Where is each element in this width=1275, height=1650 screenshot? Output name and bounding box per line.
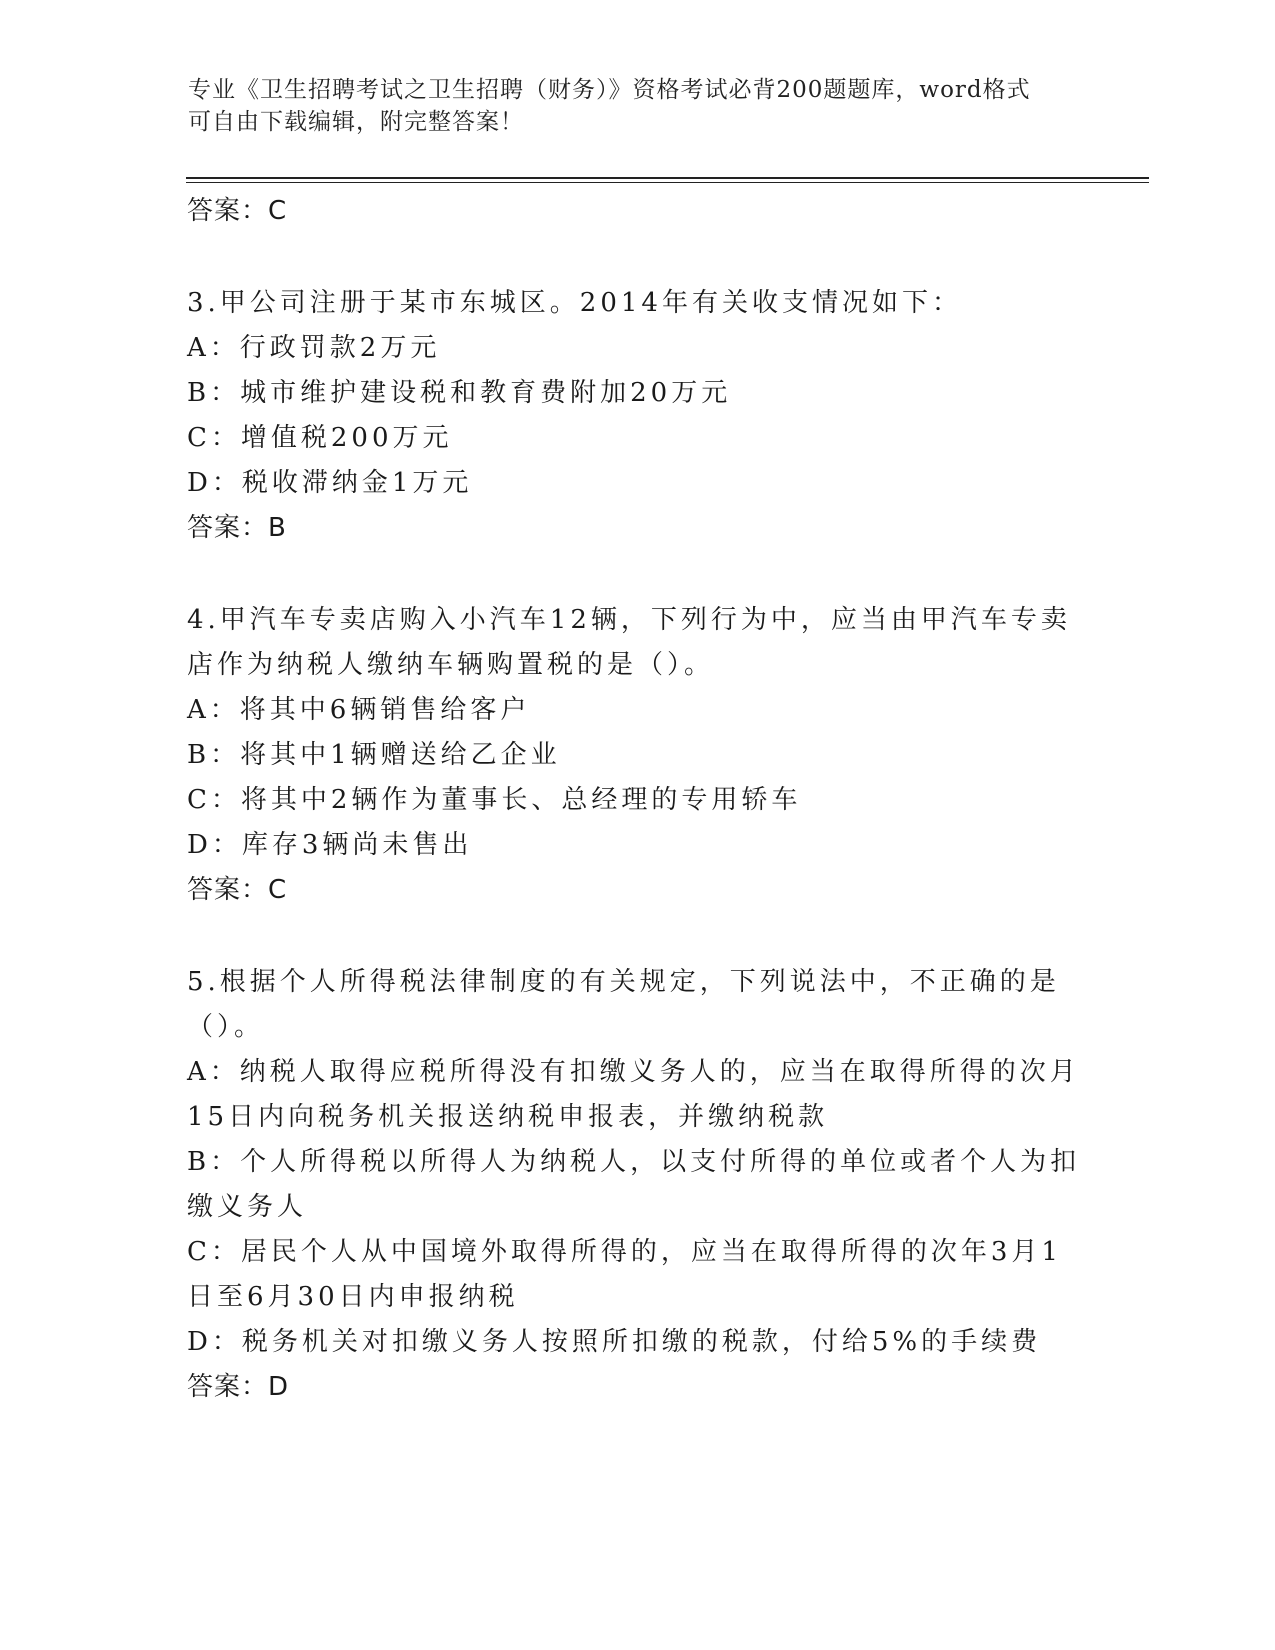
- answer-label: 答案：C: [187, 875, 288, 905]
- question-3: [187, 281, 1087, 551]
- question-stem: 3.甲公司注册于某市东城区。2014年有关收支情况如下：: [187, 288, 962, 318]
- option-b: B：将其中1辆赠送给乙企业: [187, 740, 561, 770]
- option-c: C：将其中2辆作为董事长、总经理的专用轿车: [187, 785, 802, 815]
- option-c: C：居民个人从中国境外取得所得的，应当在取得所得的次年3月1日至6月30日内申报纳税: [187, 1237, 1062, 1312]
- question-stem: 4.甲汽车专卖店购入小汽车12辆，下列行为中，应当由甲汽车专卖店作为纳税人缴纳车辆购置税的是（）。: [187, 605, 1071, 680]
- question-5: [187, 960, 1087, 1410]
- option-b: B：城市维护建设税和教育费附加20万元: [187, 378, 732, 408]
- question-stem: 5.根据个人所得税法律制度的有关规定，下列说法中，不正确的是（）。: [187, 967, 1060, 1042]
- header-line-2: 可自由下载编辑，附完整答案！: [188, 109, 524, 135]
- option-a: A：行政罚款2万元: [187, 333, 441, 363]
- question-4: [187, 598, 1087, 913]
- answer-label: 答案：B: [187, 513, 287, 543]
- page-header: [188, 74, 1068, 138]
- option-b: B：个人所得税以所得人为纳税人，以支付所得的单位或者个人为扣缴义务人: [187, 1147, 1081, 1222]
- header-divider-thin: [186, 182, 1149, 183]
- answer-label: 答案：D: [187, 1372, 290, 1402]
- question-list: [187, 186, 1087, 1410]
- header-divider: [186, 177, 1149, 179]
- answer-label: 答案：C: [187, 196, 288, 226]
- option-a: A：纳税人取得应税所得没有扣缴义务人的，应当在取得所得的次月15日内向税务机关报送纳税申报表，并缴纳税款: [187, 1057, 1080, 1132]
- option-d: D：税收滞纳金1万元: [187, 468, 473, 498]
- header-line-1: 专业《卫生招聘考试之卫生招聘（财务）》资格考试必背200题题库，word格式: [188, 77, 1031, 103]
- option-c: C：增值税200万元: [187, 423, 453, 453]
- option-d: D：税务机关对扣缴义务人按照所扣缴的税款，付给5%的手续费: [187, 1327, 1042, 1357]
- option-d: D：库存3辆尚未售出: [187, 830, 473, 860]
- option-a: A：将其中6辆销售给客户: [187, 695, 531, 725]
